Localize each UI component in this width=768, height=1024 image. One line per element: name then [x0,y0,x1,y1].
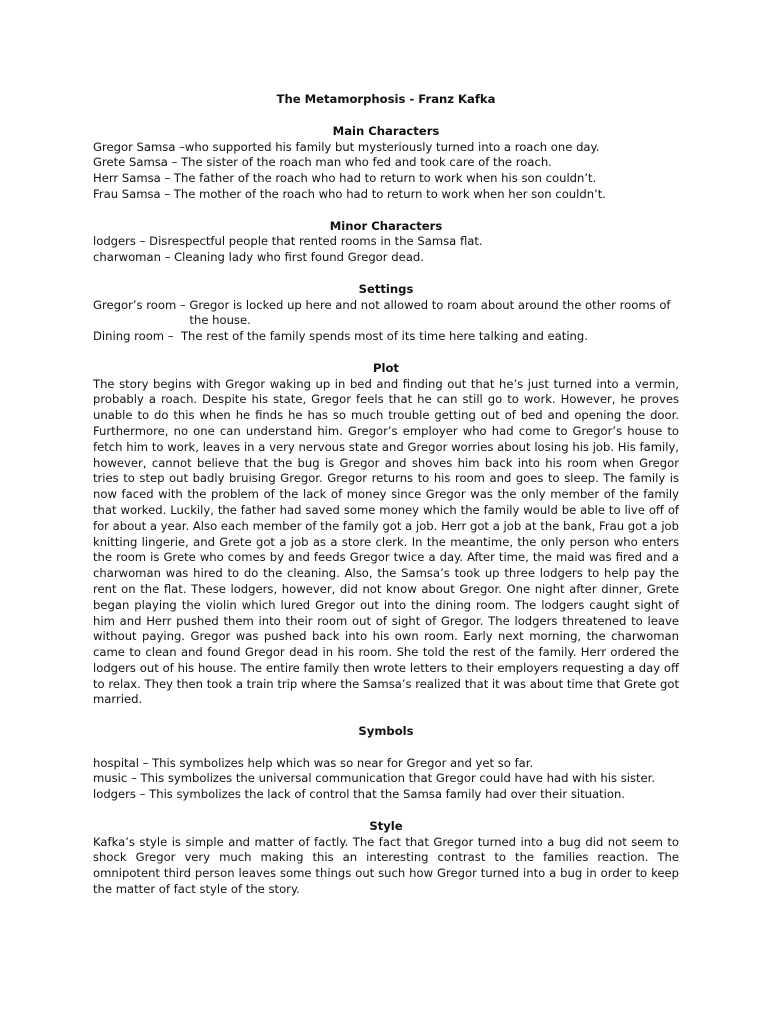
minor-character-item: charwoman – Cleaning lady who first found Gregor dead. [93,250,424,265]
setting-term: Dining room – [93,329,181,344]
symbols-heading: Symbols [358,724,414,739]
setting-description: The rest of the family spends most of its time here talking and eating. [180,329,588,344]
main-character-item: Gregor Samsa –who supported his family but mysteriously turned into a roach one day. [93,139,600,154]
main-characters-heading: Main Characters [332,123,440,138]
main-character-item: Grete Samsa – The sister of the roach man who fed and took care of the roach. [93,155,552,170]
setting-term: Gregor’s room – [93,297,190,312]
minor-characters-heading: Minor Characters [329,218,443,233]
style-paragraph: Kafka’s style is simple and matter of factly. The fact that Gregor turned into a bug did not seem to shock Gregor very much making this an interesting contrast to the families reaction. The omnipotent third person leaves some things out such how Gregor turned into a bug in order to keep the matter of fact style of the story. [93,834,679,897]
minor-character-item: lodgers – Disrespectful people that rented rooms in the Samsa flat. [93,234,483,249]
spacer [93,803,679,819]
spacer [93,708,679,724]
setting-item [93,329,679,345]
document-title: The Metamorphosis - Franz Kafka [276,92,496,106]
spacer [93,740,679,756]
main-character-item: Frau Samsa – The mother of the roach who had to return to work when her son couldn’t. [93,186,606,201]
settings-heading: Settings [358,281,414,296]
symbol-item: music – This symbolizes the universal communication that Gregor could have had with his sister. [93,771,656,786]
style-heading: Style [369,818,403,833]
setting-item [93,298,679,330]
spacer [93,345,679,361]
spacer [93,266,679,282]
spacer [93,203,679,219]
plot-paragraph: The story begins with Gregor waking up in bed and finding out that he’s just turned into a vermin, probably a roach. Despite his state, Gregor feels that he can still go to work. However, he proves unable to do this when he finds he has so much trouble getting out of bed and opening the door. Furthermore, no one can understand him. Gregor’s employer who had come to Gregor’s house to fetch him to work, leaves in a very nervous state and Gregor worries about losing his job. His family, however, cannot believe that the bug is Gregor and shoves him back into his room when Gregor tries to step out badly bruising Gregor. Gregor returns to his room and goes to sleep. The family is now faced with the problem of the lack of money since Gregor was the only member of the family that worked. Luckily, the father had saved some money which the family would be able to live off of for about a year. Also each member of the family got a job. Herr got a job at the bank, Frau got a job knitting lingerie, and Grete got a job as a store clerk. In the meantime, the only person who enters the room is Grete who comes by and feeds Gregor twice a day. After time, the maid was fired and a charwoman was hired to do the cleaning. Also, the Samsa’s took up three lodgers to help pay the rent on the flat. These lodgers, however, did not know about Gregor. One night after dinner, Grete began playing the violin which lured Gregor out into the dining room. The lodgers caught sight of him and Herr pushed them into their room out of sight of Gregor. The lodgers threatened to leave without paying. Gregor was pushed back into his own room. Early next morning, the charwoman came to clean and found Gregor dead in his room. She told the rest of the family. Herr ordered the lodgers out of his house. The entire family then wrote letters to their employers requesting a day off to relax. They then took a train trip where the Samsa’s realized that it was about time that Grete got married. [93,376,679,707]
setting-description: Gregor is locked up here and not allowed to roam about around the other rooms of the house. [189,297,671,328]
main-character-item: Herr Samsa – The father of the roach who had to return to work when his son couldn’t. [93,171,597,186]
symbol-item: lodgers – This symbolizes the lack of control that the Samsa family had over their situation. [93,787,625,802]
symbol-item: hospital – This symbolizes help which was so near for Gregor and yet so far. [93,755,534,770]
document-page [93,92,679,898]
plot-heading: Plot [373,360,399,375]
